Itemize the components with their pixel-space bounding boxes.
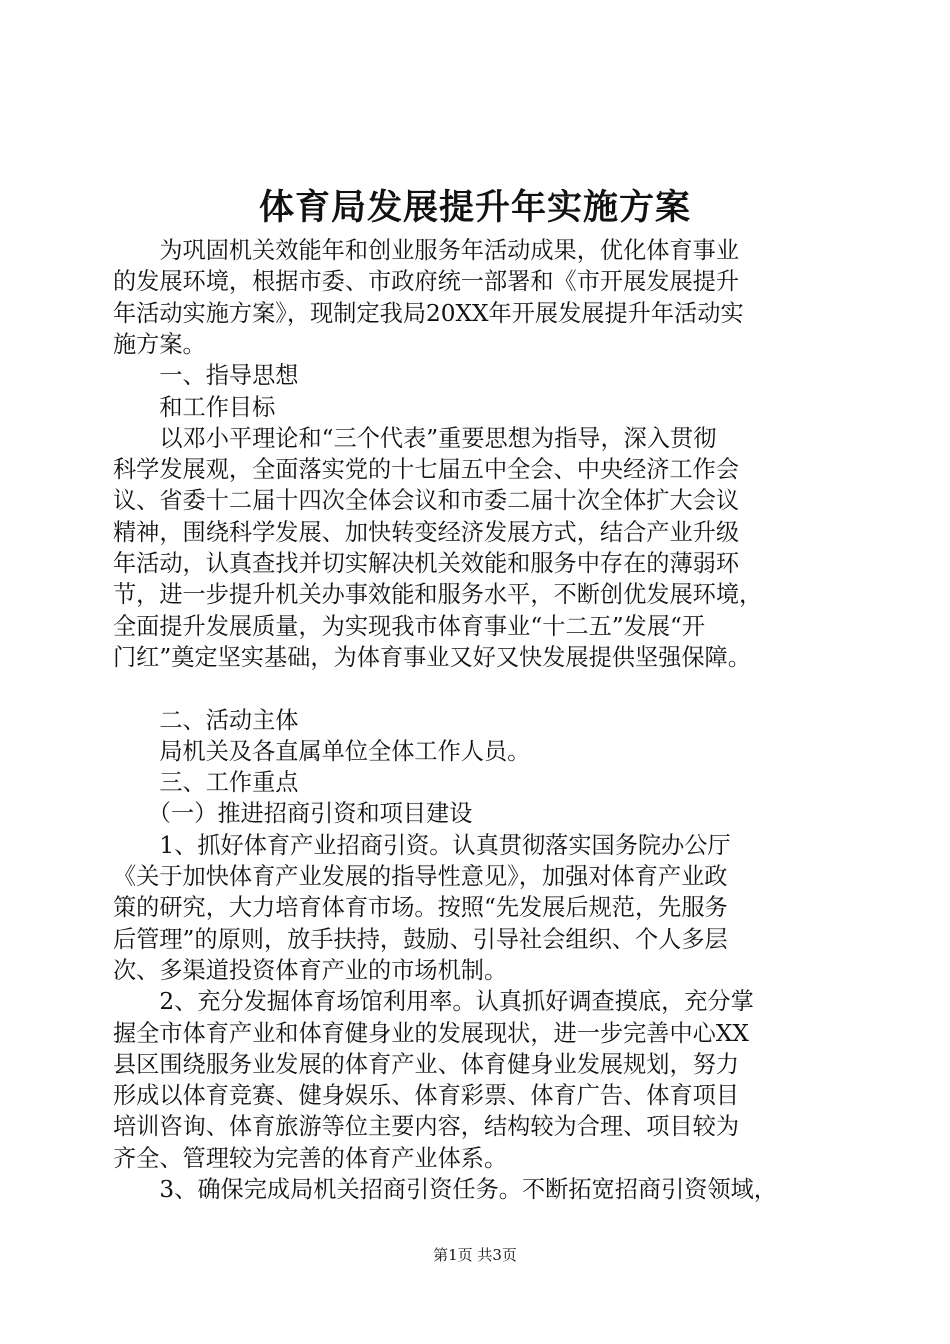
text-line: 1、抓好体育产业招商引资。认真贯彻落实国务院办公厅 [113, 831, 731, 859]
text-line: 年活动实施方案》，现制定我局20XX年开展发展提升年活动实 [113, 299, 744, 327]
text-line: 精神，围绕科学发展、加快转变经济发展方式，结合产业升级 [113, 518, 740, 546]
text-line: 次、多渠道投资体育产业的市场机制。 [113, 956, 508, 984]
text-line: 握全市体育产业和体育健身业的发展现状，进一步完善中心XX [113, 1019, 749, 1047]
text-line: 2、充分发掘体育场馆利用率。认真抓好调查摸底，充分掌 [113, 988, 754, 1016]
text-line: 节，进一步提升机关办事效能和服务水平，不断创优发展环境， [113, 581, 763, 609]
text-line: 施方案。 [113, 330, 206, 358]
text-line: 形成以体育竞赛、健身娱乐、体育彩票、体育广告、体育项目 [113, 1082, 740, 1110]
text-line: 科学发展观，全面落实党的十七届五中全会、中央经济工作会 [113, 456, 740, 484]
text-line: 一、指导思想 [113, 362, 299, 390]
text-line: 后管理”的原则，放手扶持，鼓励、引导社会组织、个人多层 [113, 925, 728, 953]
text-line: 齐全、管理较为完善的体育产业体系。 [113, 1144, 508, 1172]
text-line: 策的研究，大力培育体育市场。按照“先发展后规范，先服务 [113, 894, 728, 922]
text-line: 议、省委十二届十四次全体会议和市委二届十次全体扩大会议 [113, 487, 740, 515]
text-line: 二、活动主体 [113, 706, 299, 734]
page-footer: 第1页 共3页 [433, 1246, 517, 1264]
text-line: 以邓小平理论和“三个代表”重要思想为指导，深入贯彻 [113, 424, 717, 452]
text-line: 县区围绕服务业发展的体育产业、体育健身业发展规划，努力 [113, 1050, 740, 1078]
text-line: 《关于加快体育产业发展的指导性意见》，加强对体育产业政 [113, 863, 728, 890]
text-line: 为巩固机关效能年和创业服务年活动成果，优化体育事业 [113, 237, 740, 264]
document-title: 体育局发展提升年实施方案 [258, 187, 691, 228]
text-line: 年活动，认真查找并切实解决机关效能和服务中存在的薄弱环 [113, 550, 740, 577]
text-line: （一）推进招商引资和项目建设 [113, 800, 473, 828]
text-line: 的发展环境，根据市委、市政府统一部署和《市开展发展提升 [113, 268, 740, 296]
text-line: 全面提升发展质量，为实现我市体育事业“十二五”发展“开 [113, 612, 706, 640]
text-line: 三、工作重点 [113, 769, 299, 797]
text-line: 培训咨询、体育旅游等位主要内容，结构较为合理、项目较为 [113, 1113, 740, 1141]
text-line: 3、确保完成局机关招商引资任务。不断拓宽招商引资领域， [113, 1176, 777, 1203]
text-line: 和工作目标 [113, 393, 276, 421]
text-line: 门红”奠定坚实基础，为体育事业又好又快发展提供坚强保障。 [113, 643, 751, 671]
text-line: 局机关及各直属单位全体工作人员。 [113, 737, 531, 765]
